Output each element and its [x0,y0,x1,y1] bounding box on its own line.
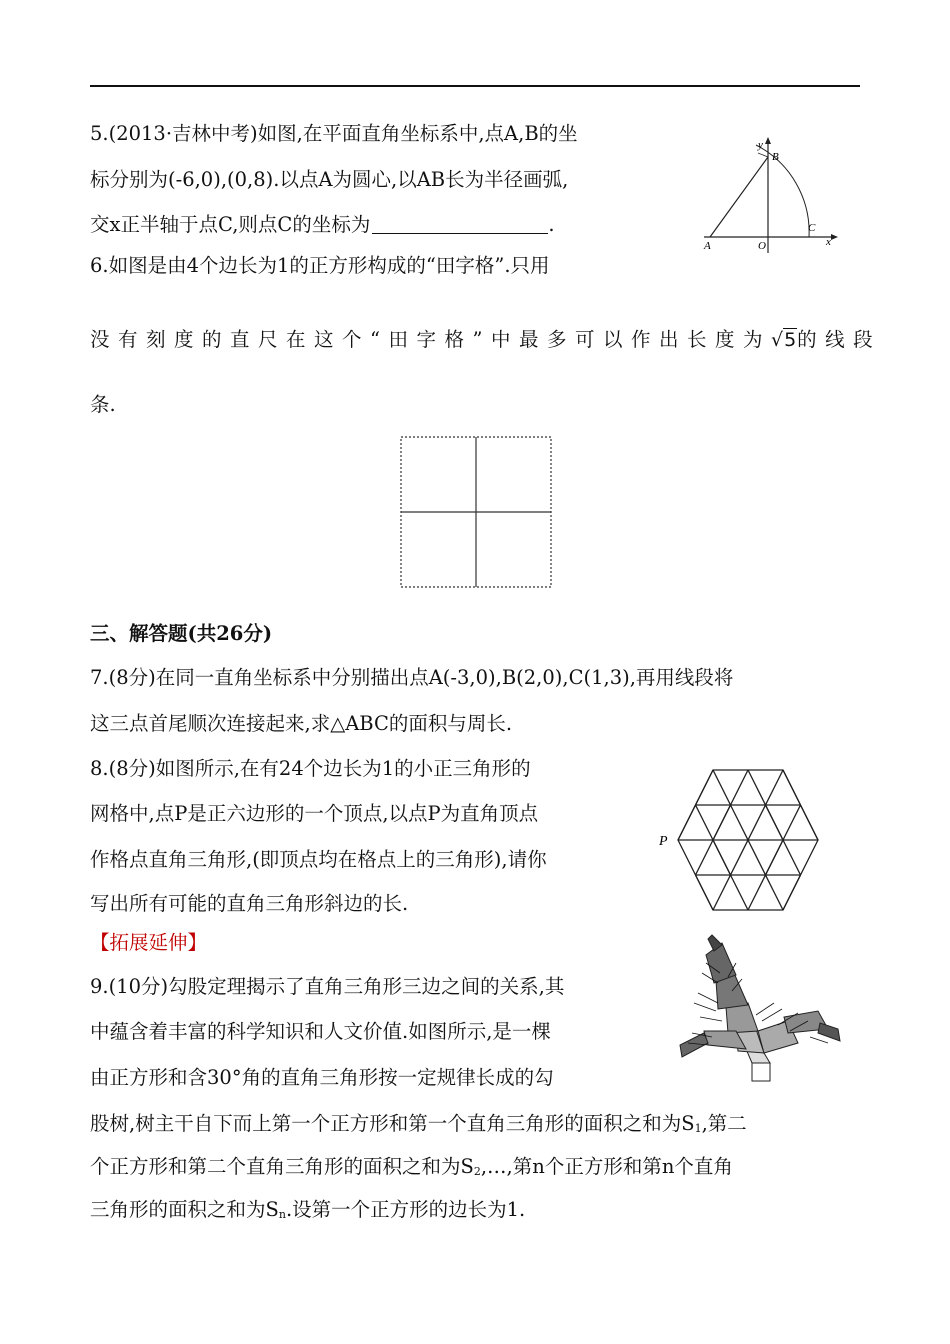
q9-line-6 [90,1196,525,1229]
q9-line-5-tail: ,…,第n个正方形和第n个直角 [480,1155,733,1178]
q6-line-2-tail: 的线段 [797,328,882,351]
q9-line-3: 由正方形和含30°角的直角三角形按一定规律长成的勾 [90,1066,554,1089]
sqrt-symbol: √ [770,329,784,351]
sqrt-radicand: 5 [784,329,797,351]
q5-coordinate-figure [700,133,850,253]
q5-line-3-text: 交x正半轴于点C,则点C的坐标为 [90,213,371,236]
q5-line-1: 5.(2013·吉林中考)如图,在平面直角坐标系中,点A,B的坐 [90,122,578,145]
fig-label-y: y [758,139,763,151]
q7-line-2: 这三点首尾顺次连接起来,求△ABC的面积与周长. [90,712,513,735]
sqrt-expression [771,328,797,351]
q8-line-3: 作格点直角三角形,(即顶点均在格点上的三角形),请你 [90,848,547,871]
q8-line-4: 写出所有可能的直角三角形斜边的长. [90,892,409,915]
q8-hexagon-triangle-grid [655,768,840,913]
q9-line-2: 中蕴含着丰富的科学知识和人文价值.如图所示,是一棵 [90,1020,551,1043]
q9-line-4 [90,1110,747,1143]
q7-line-1: 7.(8分)在同一直角坐标系中分别描出点A(-3,0),B(2,0),C(1,3),再用线段将 [90,666,734,689]
answer-blank[interactable] [372,213,548,234]
fig-label-P: P [659,834,668,849]
q8-line-2: 网格中,点P是正六边形的一个顶点,以点P为直角顶点 [90,802,539,825]
q8-line-1: 8.(8分)如图所示,在有24个边长为1的小正三角形的 [90,757,531,780]
fig-label-C: C [808,222,816,234]
section-3-title: 三、解答题(共26分) [90,622,273,645]
q9-line-6-tail: .设第一个正方形的边长为1. [285,1198,526,1221]
q9-line-4-text: 股树,树主干自下而上第一个正方形和第一个直角三角形的面积之和为S [90,1112,695,1135]
subscript-2: 2 [473,1165,481,1178]
q6-line-2-text: 没有刻度的直尺在这个“田字格”中最多可以作出长度为 [90,328,771,351]
q5-line-2: 标分别为(-6,0),(0,8).以点A为圆心,以AB长为半径画弧, [90,168,569,191]
q6-tianzige-grid [400,436,552,588]
q6-line-1: 6.如图是由4个边长为1的正方形构成的“田字格”.只用 [90,254,550,277]
q5-line-3 [90,211,555,239]
q6-line-3: 条. [90,393,116,416]
subscript-1: 1 [694,1122,702,1135]
fig-label-B: B [772,151,779,163]
extension-title: 【拓展延伸】 [90,931,208,954]
pythagoras-tree-figure [678,933,843,1088]
q9-line-4-tail: ,第二 [701,1112,747,1135]
q9-line-5-text: 个正方形和第二个直角三角形的面积之和为S [90,1155,474,1178]
q5-line-3-period: . [548,213,555,236]
q9-line-6-text: 三角形的面积之和为S [90,1198,279,1221]
fig-label-O: O [758,240,766,252]
q9-line-1: 9.(10分)勾股定理揭示了直角三角形三边之间的关系,其 [90,975,565,998]
q9-line-5 [90,1153,733,1186]
fig-label-A: A [704,240,711,252]
fig-label-x: x [826,236,831,248]
q6-line-2 [90,326,881,354]
subscript-n: n [278,1208,286,1221]
top-rule [90,85,860,87]
